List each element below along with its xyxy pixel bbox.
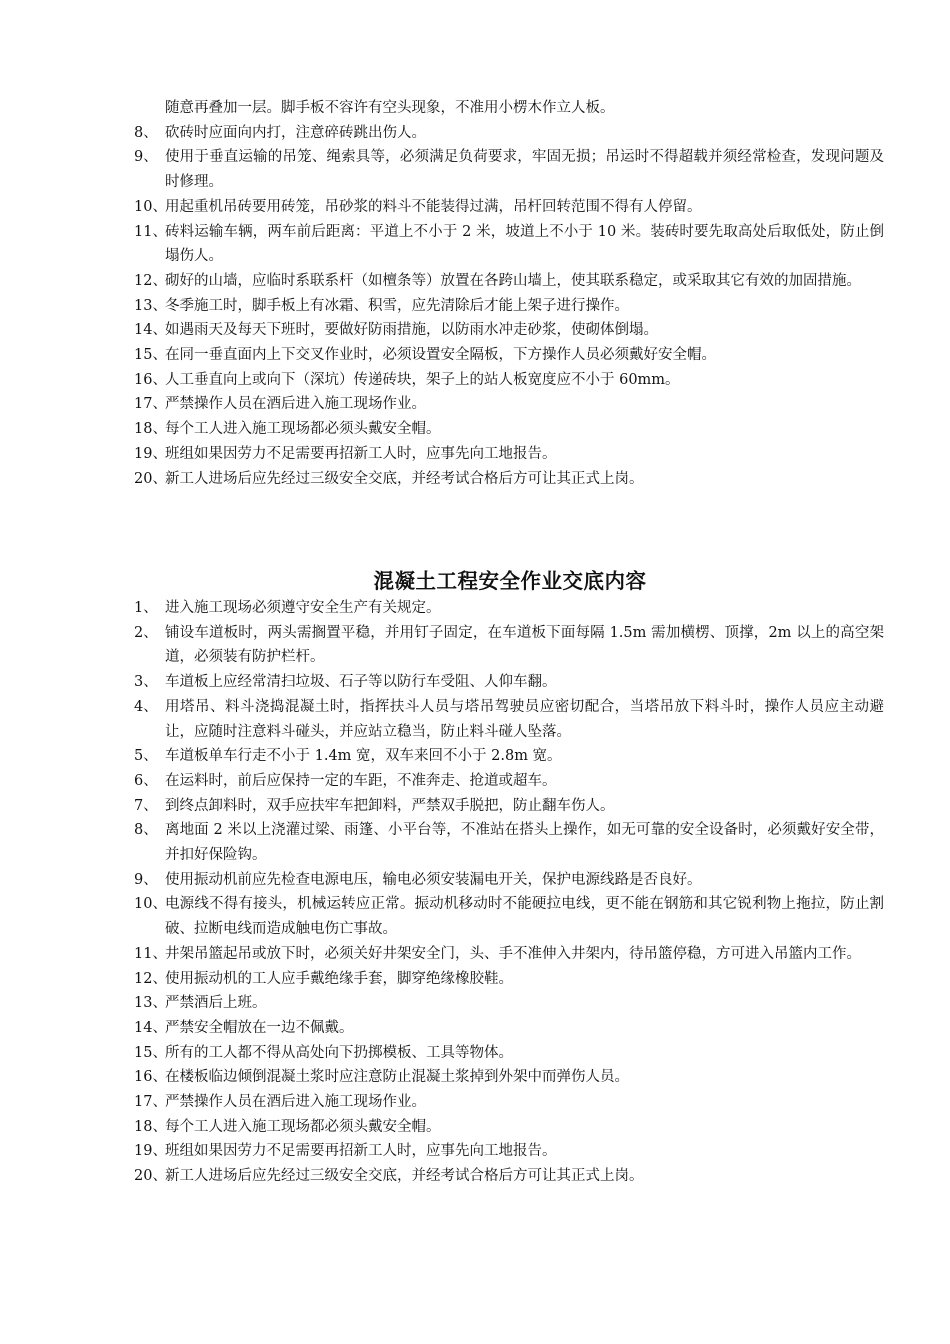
item-text: 严禁操作人员在酒后进入施工现场作业。 [165, 396, 426, 413]
item-number: 14、 [134, 1019, 167, 1036]
item-number: 20、 [134, 470, 167, 487]
list-item [134, 1090, 884, 1115]
section1-list [134, 96, 884, 491]
item-text: 每个工人进入施工现场都必须头戴安全帽。 [165, 1118, 441, 1135]
list-item [134, 1041, 884, 1066]
item-number: 15、 [134, 1044, 167, 1061]
list-item [134, 368, 884, 393]
list-item [134, 121, 884, 146]
item-number: 20、 [134, 1168, 167, 1185]
list-item [134, 220, 884, 269]
list-item [134, 892, 884, 941]
item-text: 铺设车道板时，两头需搁置平稳，并用钉子固定，在车道板下面每隔 1.5m 需加横楞、顶撑，2m 以上的高空架道，必须装有防护栏杆。 [165, 624, 884, 666]
item-number: 19、 [134, 445, 167, 462]
item-text: 严禁操作人员在酒后进入施工现场作业。 [165, 1094, 426, 1111]
item-text: 用塔吊、料斗浇捣混凝土时，指挥扶斗人员与塔吊驾驶员应密切配合，当塔吊放下料斗时，操作人员应主动避让，应随时注意料斗碰头，并应站立稳当，防止料斗碰人坠落。 [165, 698, 884, 740]
item-text: 班组如果因劳力不足需要再招新工人时，应事先向工地报告。 [165, 445, 557, 462]
item-text: 用起重机吊砖要用砖笼，吊砂浆的料斗不能装得过满，吊杆回转范围不得有人停留。 [165, 198, 702, 215]
item-text: 砌好的山墙，应临时系联系杆（如檀条等）放置在各跨山墙上，使其联系稳定，或采取其它有效的加固措施。 [165, 272, 861, 289]
item-number: 6、 [134, 772, 158, 789]
item-text: 离地面 2 米以上浇灌过梁、雨篷、小平台等，不准站在搭头上操作，如无可靠的安全设备时，必须戴好安全带，并扣好保险钩。 [165, 822, 884, 864]
item-number: 14、 [134, 322, 167, 339]
list-item [134, 695, 884, 744]
item-number: 11、 [134, 945, 167, 962]
item-number: 2、 [134, 624, 158, 641]
item-number: 11、 [134, 223, 167, 240]
item-number: 8、 [134, 822, 158, 839]
item-text: 冬季施工时，脚手板上有冰霜、积雪，应先清除后才能上架子进行操作。 [165, 297, 629, 314]
list-item [134, 967, 884, 992]
item-text: 电源线不得有接头，机械运转应正常。振动机移动时不能硬拉电线，更不能在钢筋和其它锐利物上拖拉，防止割破、拉断电线而造成触电伤亡事故。 [165, 896, 884, 938]
item-number: 1、 [134, 600, 158, 616]
item-number: 10、 [134, 198, 167, 215]
item-text: 每个工人进入施工现场都必须头戴安全帽。 [165, 421, 441, 438]
continuation-text: 随意再叠加一层。脚手板不容许有空头现象，不准用小楞木作立人板。 [165, 100, 615, 116]
item-text: 砍砖时应面向内打，注意碎砖跳出伤人。 [165, 124, 426, 141]
list-item [134, 1115, 884, 1140]
list-item [134, 942, 884, 967]
item-number: 12、 [134, 272, 167, 289]
list-item [134, 868, 884, 893]
item-text: 车道板单车行走不小于 1.4m 宽，双车来回不小于 2.8m 宽。 [165, 748, 562, 765]
item-text: 在运料时，前后应保持一定的车距，不准奔走、抢道或超车。 [165, 772, 557, 789]
list-item [134, 318, 884, 343]
section2-list [134, 596, 884, 1189]
item-text: 严禁安全帽放在一边不佩戴。 [165, 1019, 354, 1036]
item-text: 使用振动机的工人应手戴绝缘手套，脚穿绝缘橡胶鞋。 [165, 970, 513, 987]
list-item [134, 744, 884, 769]
item-number: 3、 [134, 674, 158, 691]
item-text: 如遇雨天及每天下班时，要做好防雨措施，以防雨水冲走砂浆，使砌体倒塌。 [165, 322, 658, 339]
item-text: 新工人进场后应先经过三级安全交底，并经考试合格后方可让其正式上岗。 [165, 470, 644, 487]
item-number: 9、 [134, 149, 158, 166]
item-text: 进入施工现场必须遵守安全生产有关规定。 [165, 600, 441, 616]
list-item [134, 1016, 884, 1041]
list-item [134, 794, 884, 819]
item-text: 车道板上应经常清扫垃圾、石子等以防行车受阻、人仰车翻。 [165, 674, 557, 691]
item-number: 16、 [134, 1069, 167, 1086]
item-text: 在同一垂直面内上下交叉作业时，必须设置安全隔板，下方操作人员必须戴好安全帽。 [165, 347, 716, 364]
item-number: 15、 [134, 347, 167, 364]
item-number: 5、 [134, 748, 158, 765]
item-text: 在楼板临边倾倒混凝土浆时应注意防止混凝土浆掉到外架中而弹伤人员。 [165, 1069, 629, 1086]
list-item [134, 670, 884, 695]
item-text: 所有的工人都不得从高处向下扔掷模板、工具等物体。 [165, 1044, 513, 1061]
item-text: 井架吊篮起吊或放下时，必须关好井架安全门，头、手不准伸入井架内，待吊篮停稳，方可进入吊篮内工作。 [165, 945, 861, 962]
item-number: 16、 [134, 371, 167, 388]
list-item [134, 269, 884, 294]
list-item [134, 818, 884, 867]
item-text: 班组如果因劳力不足需要再招新工人时，应事先向工地报告。 [165, 1143, 557, 1160]
item-number: 18、 [134, 1118, 167, 1135]
item-number: 10、 [134, 896, 167, 913]
list-item [134, 596, 884, 621]
item-text: 使用振动机前应先检查电源电压，输电必须安装漏电开关，保护电源线路是否良好。 [165, 871, 702, 888]
list-item [134, 1065, 884, 1090]
list-item [134, 145, 884, 194]
item-text: 严禁酒后上班。 [165, 995, 267, 1012]
item-number: 9、 [134, 871, 158, 888]
item-number: 8、 [134, 124, 158, 141]
list-item [134, 1164, 884, 1189]
item-number: 7、 [134, 797, 158, 814]
item-text: 新工人进场后应先经过三级安全交底，并经考试合格后方可让其正式上岗。 [165, 1168, 644, 1185]
item-number: 17、 [134, 1094, 167, 1111]
item-number: 4、 [134, 698, 158, 715]
list-item [134, 343, 884, 368]
item-number: 13、 [134, 297, 167, 314]
list-item [134, 991, 884, 1016]
item-number: 13、 [134, 995, 167, 1012]
list-item [134, 417, 884, 442]
item-text: 到终点卸料时，双手应扶牢车把卸料，严禁双手脱把，防止翻车伤人。 [165, 797, 615, 814]
list-item [134, 1139, 884, 1164]
item-number: 19、 [134, 1143, 167, 1160]
item-text: 人工垂直向上或向下（深坑）传递砖块，架子上的站人板宽度应不小于 60mm。 [165, 371, 680, 388]
list-item [134, 392, 884, 417]
list-item [134, 294, 884, 319]
item-number: 17、 [134, 396, 167, 413]
item-number: 12、 [134, 970, 167, 987]
section2-title: 混凝土工程安全作业交底内容 [373, 569, 647, 593]
list-item [134, 621, 884, 670]
list-item [134, 769, 884, 794]
list-item [134, 195, 884, 220]
item-text: 使用于垂直运输的吊笼、绳索具等，必须满足负荷要求，牢固无损；吊运时不得超载并须经常检查，发现问题及时修理。 [165, 149, 884, 191]
item-text: 砖料运输车辆，两车前后距离：平道上不小于 2 米，坡道上不小于 10 米。装砖时要先取高处后取低处，防止倒塌伤人。 [165, 223, 884, 265]
list-item [134, 442, 884, 467]
item-number: 18、 [134, 421, 167, 438]
list-item [134, 467, 884, 492]
